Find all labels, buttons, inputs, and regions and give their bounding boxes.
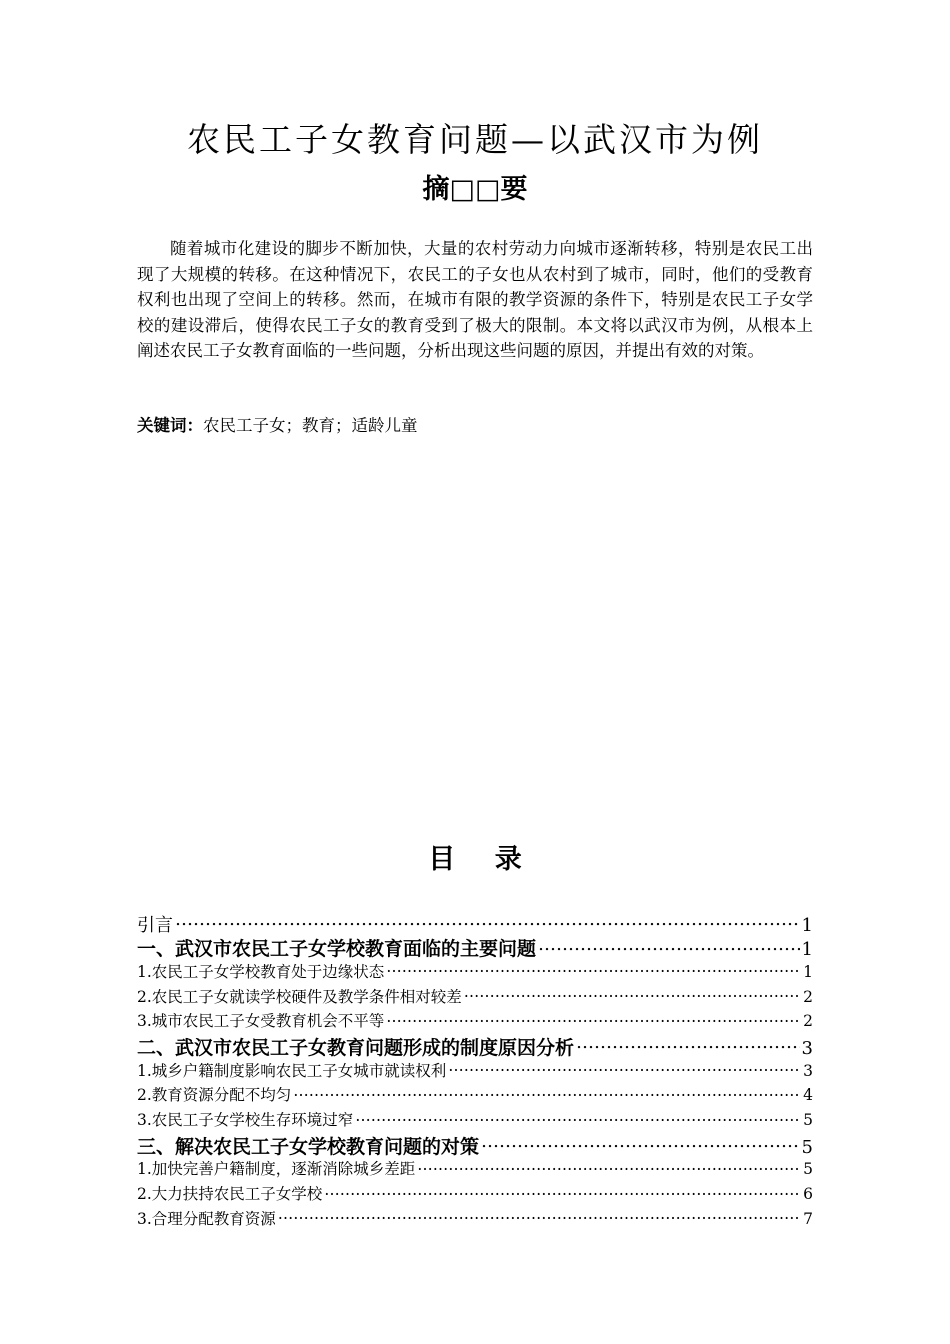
keywords-text: 农民工子女；教育；适龄儿童 [203,416,418,435]
toc-leader [386,958,801,977]
toc-entry-page: 2 [803,1012,813,1031]
abstract-heading: 摘□□要 [422,174,528,205]
toc-entry[interactable] [137,958,813,983]
toc-entry[interactable] [137,934,813,959]
toc-entry-page: 3 [801,1038,813,1058]
abstract-paragraph: 随着城市化建设的脚步不断加快，大量的农村劳动力向城市逐渐转移，特别是农民工出现了大规模的转移。在这种情况下，农民工的子女也从农村到了城市，同时，他们的受教育权利也出现了空间上的转移。然而，在城市有限的教学资源的条件下，特别是农民工子女学校的建设滞后，使得农民工子女的教育受到了极大的限制。本文将以武汉市为例，从根本上阐述农民工子女教育面临的一些问题，分析出现这些问题的原因，并提出有效的对策。 [137,239,813,360]
toc-entry[interactable] [137,1156,813,1181]
toc-entry-page: 7 [803,1209,813,1228]
toc-entry-title: 2.教育资源分配不均匀 [137,1086,292,1105]
toc-entry[interactable] [137,1008,813,1033]
toc-entry[interactable] [137,1181,813,1206]
toc-entry[interactable] [137,983,813,1008]
toc-entry[interactable] [137,1131,813,1156]
toc-leader [576,1032,800,1054]
keywords-label: 关键词： [137,416,203,435]
toc-entry-page: 4 [803,1086,813,1105]
toc-leader [355,1107,801,1126]
toc-entry[interactable] [137,1032,813,1057]
toc-entry-page: 2 [803,987,813,1006]
toc-entry-page: 5 [803,1111,813,1130]
toc-entry-page: 3 [803,1061,813,1080]
toc-entry[interactable] [137,1082,813,1107]
toc-entry[interactable] [137,909,813,934]
toc-leader [464,983,801,1002]
toc-entry-title: 2.大力扶持农民工子女学校 [137,1185,323,1204]
toc-entry-title: 三、解决农民工子女学校教育问题的对策 [137,1135,480,1156]
toc-entry-title: 1.加快完善户籍制度，逐渐消除城乡差距 [137,1160,416,1179]
toc-entry-title: 1.农民工子女学校教育处于边缘状态 [137,962,385,981]
toc-entry-page: 1 [801,939,813,959]
toc-entry-title: 2.农民工子女就读学校硬件及教学条件相对较差 [137,987,462,1006]
toc-entry-title: 二、武汉市农民工子女教育问题形成的制度原因分析 [137,1037,575,1058]
toc-leader [417,1156,801,1175]
toc-entry[interactable] [137,1107,813,1132]
toc-leader [175,909,800,931]
toc-leader [324,1181,801,1200]
table-of-contents [137,909,813,1230]
toc-leader [448,1057,801,1076]
toc-entry-page: 6 [803,1185,813,1204]
toc-entry[interactable] [137,1057,813,1082]
toc-entry-title: 3.城市农民工子女受教育机会不平等 [137,1012,385,1031]
toc-entry-page: 5 [803,1160,813,1179]
toc-entry-page: 1 [801,914,813,934]
toc-entry-title: 3.合理分配教育资源 [137,1209,276,1228]
toc-leader [278,1205,801,1224]
toc-leader [386,1008,801,1027]
toc-entry-page: 1 [803,962,813,981]
toc-entry[interactable] [137,1205,813,1230]
toc-entry-page: 5 [801,1136,813,1156]
toc-leader [293,1082,801,1101]
toc-leader [538,934,800,956]
toc-entry-title: 3.农民工子女学校生存环境过窄 [137,1111,354,1130]
toc-heading: 目 录 [428,844,522,875]
toc-entry-title: 1.城乡户籍制度影响农民工子女城市就读权利 [137,1061,447,1080]
toc-leader [481,1131,800,1153]
toc-entry-title: 引言 [137,914,173,934]
document-title: 农民工子女教育问题—以武汉市为例 [187,120,763,159]
toc-entry-title: 一、武汉市农民工子女学校教育面临的主要问题 [137,938,537,959]
keywords-line [137,414,418,438]
